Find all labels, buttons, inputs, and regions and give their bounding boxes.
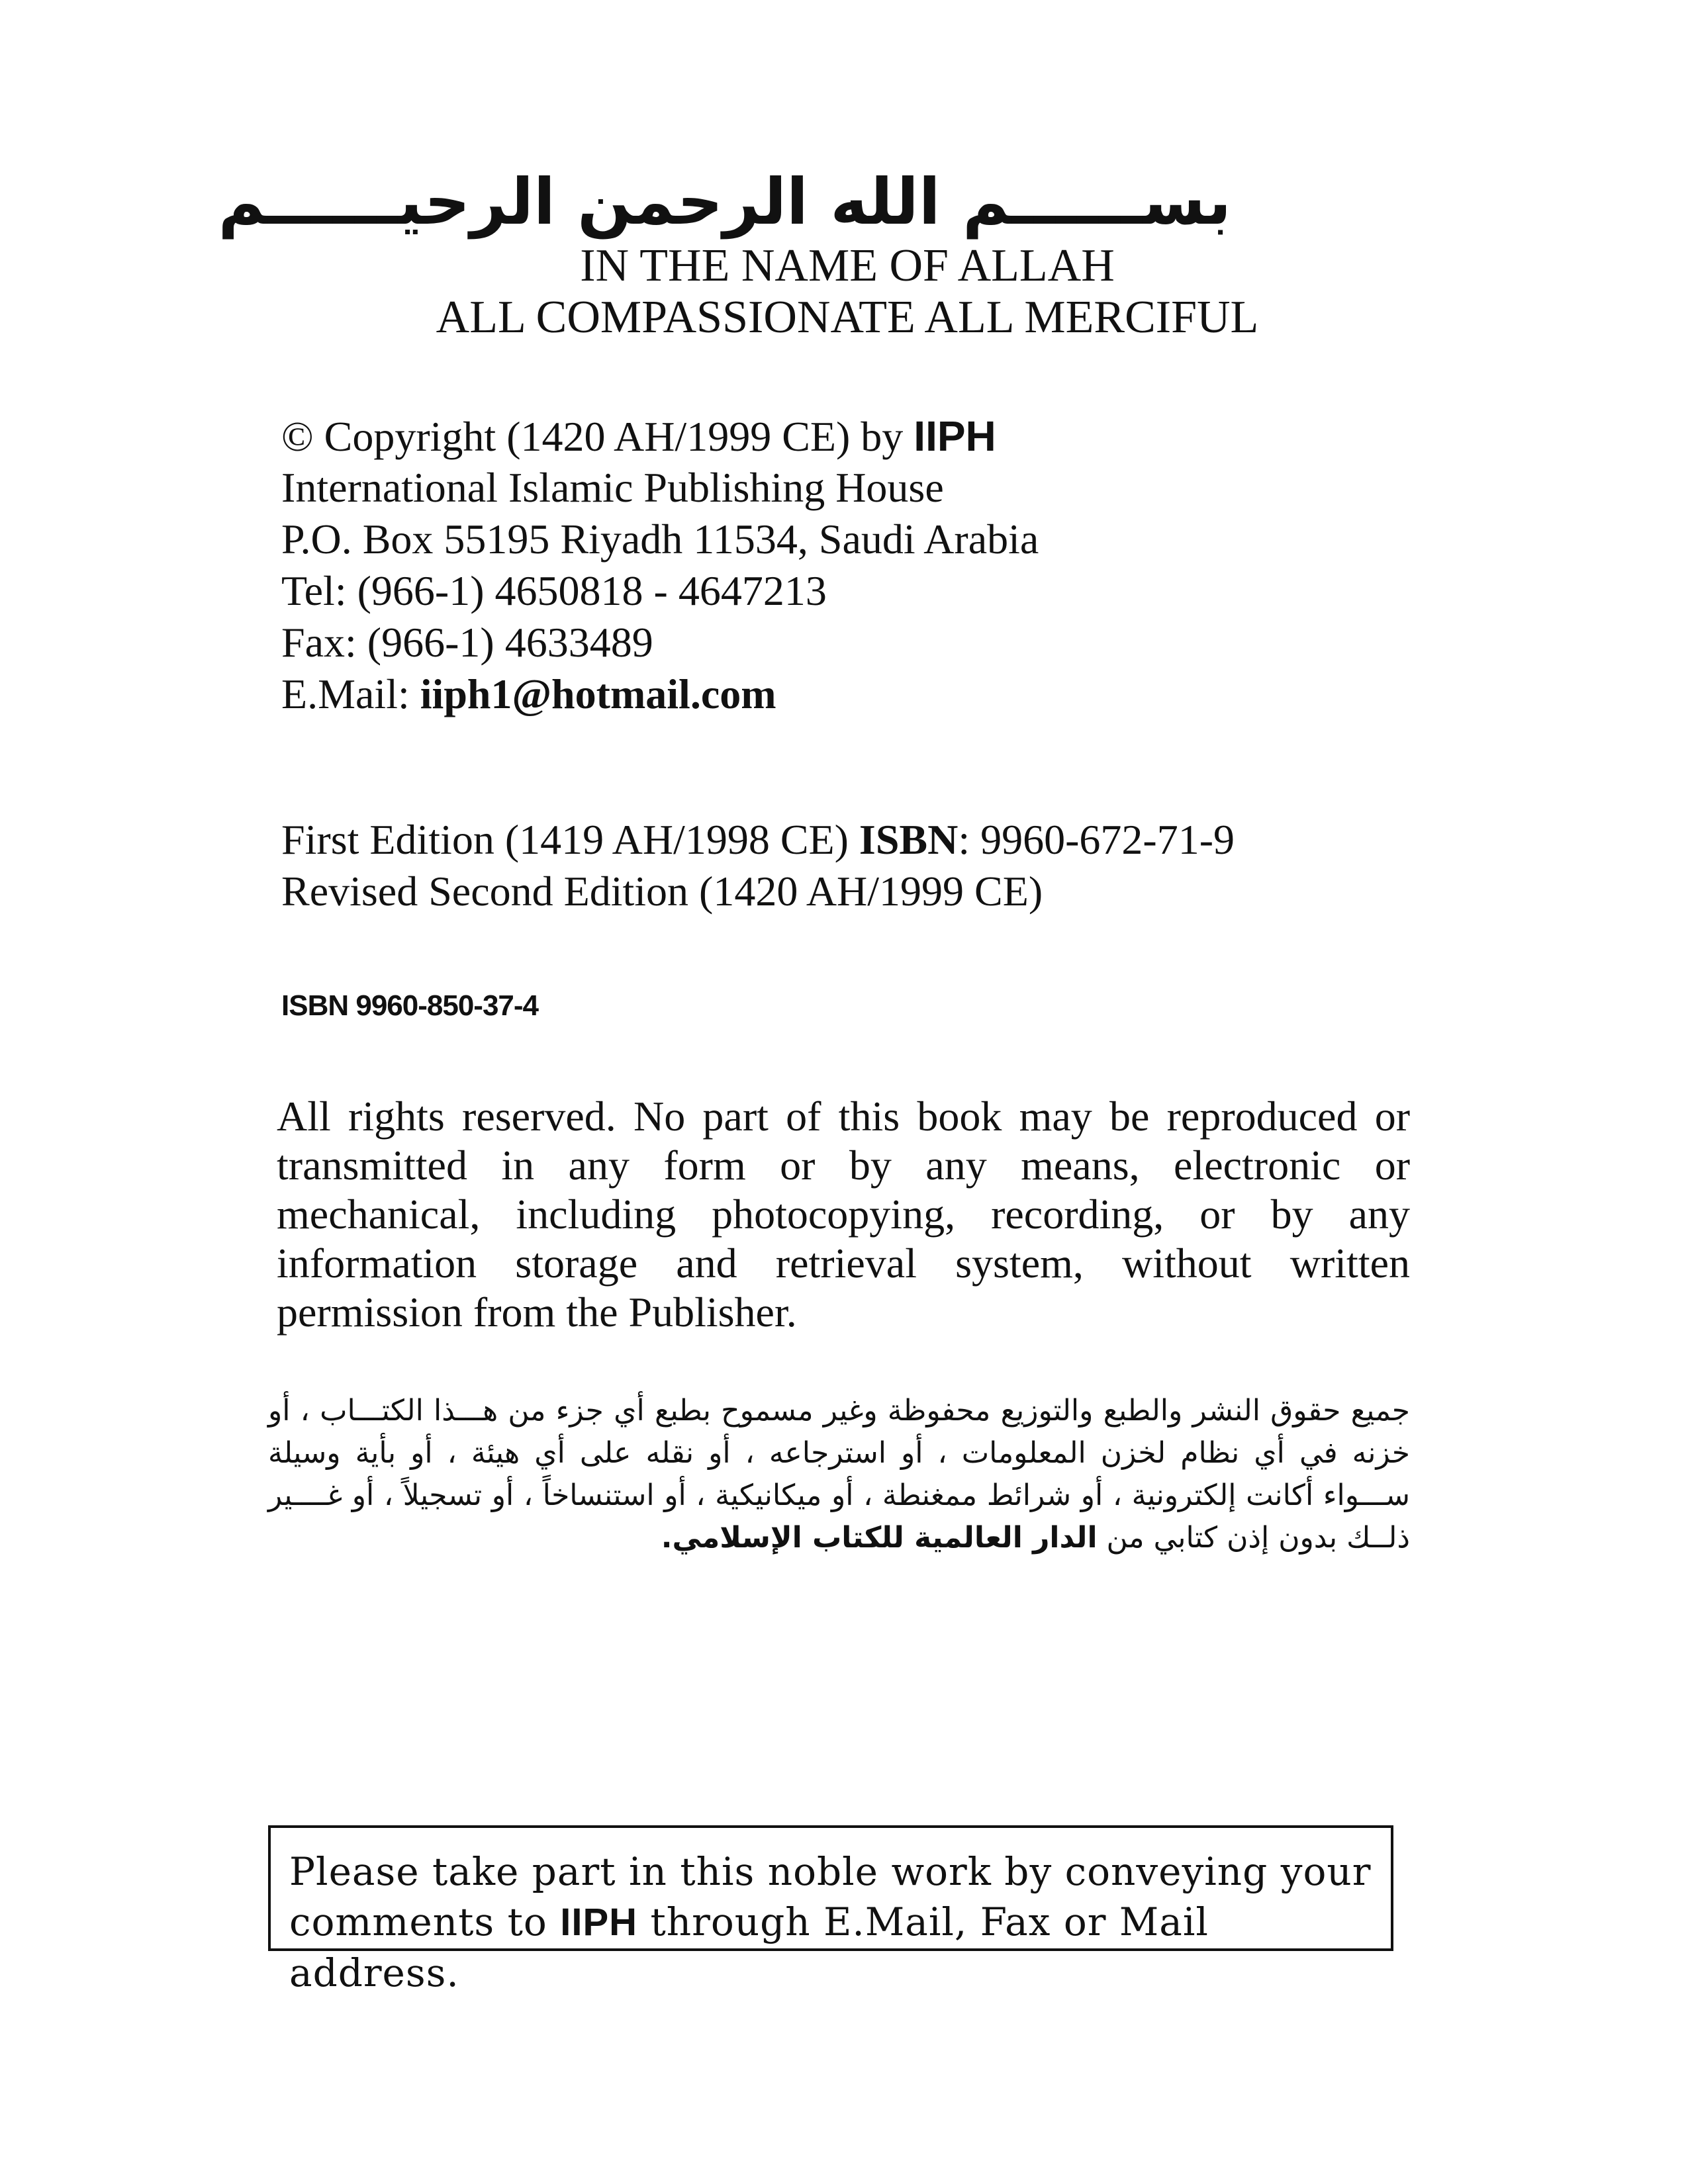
arabic-rights-body: جميع حقوق النشر والطبع والتوزيع محفوظة وغير مسموح بطبع أي جزء من هـــذا الكتـــاب ، أو خزنه في أي نظام لخزن المعلومات ، أو استرجاعه ، أو نقله على أي هيئة ، أو بأية وسيلة ســـواء أكانت إلكترونية ، أو شرائط ممغنطة ، أو ميكانيكية ، أو استنساخاً ، أو تسجيلاً ، أو غــــير ذلــك بدون إذن كتابي من — [268, 1394, 1410, 1555]
notice-line-2-post: through E.Mail, Fax or Mail address. — [289, 1899, 1209, 1995]
publisher-tel: Tel: (966-1) 4650818 - 4647213 — [281, 567, 827, 614]
isbn-value: : 9960-672-71-9 — [958, 816, 1235, 863]
publisher-short: IIPH — [914, 412, 996, 460]
first-edition-line — [281, 814, 1235, 866]
arabic-rights-publisher: الدار العالمية للكتاب الإسلامي. — [661, 1521, 1098, 1555]
basmala: بســــــم الله الرحمن الرحيــــــم — [218, 165, 1231, 239]
second-edition: Revised Second Edition (1420 AH/1999 CE) — [281, 868, 1043, 915]
feedback-notice-box — [268, 1825, 1393, 1995]
arabic-rights-paragraph — [268, 1390, 1410, 1559]
publisher-email-line — [281, 668, 776, 720]
heading-line-1: IN THE NAME OF ALLAH — [580, 240, 1115, 291]
copyright-line — [281, 410, 996, 463]
rights-paragraph: All rights reserved. No part of this book may be reproduced or transmitted in any form or by any means, electronic or mechanical, including photocopying, recording, or by any information storage and retrieval system, without written permission from the Publisher. — [277, 1093, 1410, 1336]
publisher-address: P.O. Box 55195 Riyadh 11534, Saudi Arabia — [281, 516, 1039, 563]
email-address: iiph1@hotmail.com — [420, 670, 776, 717]
copyright-text: © Copyright (1420 AH/1999 CE) by — [281, 413, 904, 460]
notice-org: IIPH — [560, 1901, 638, 1944]
publisher-fax: Fax: (966-1) 4633489 — [281, 619, 653, 666]
isbn: ISBN 9960-850-37-4 — [281, 989, 539, 1022]
publisher-name: International Islamic Publishing House — [281, 464, 944, 511]
email-label: E.Mail: — [281, 670, 410, 717]
heading-line-2: ALL COMPASSIONATE ALL MERCIFUL — [436, 292, 1259, 343]
notice-line-2 — [289, 1897, 1374, 1998]
notice-line-1: Please take part in this noble work by conveying your — [289, 1849, 1372, 1894]
first-edition: First Edition (1419 AH/1998 CE) — [281, 816, 849, 863]
notice-line-2-pre: comments to — [289, 1899, 547, 1944]
isbn-label: ISBN — [859, 816, 959, 863]
